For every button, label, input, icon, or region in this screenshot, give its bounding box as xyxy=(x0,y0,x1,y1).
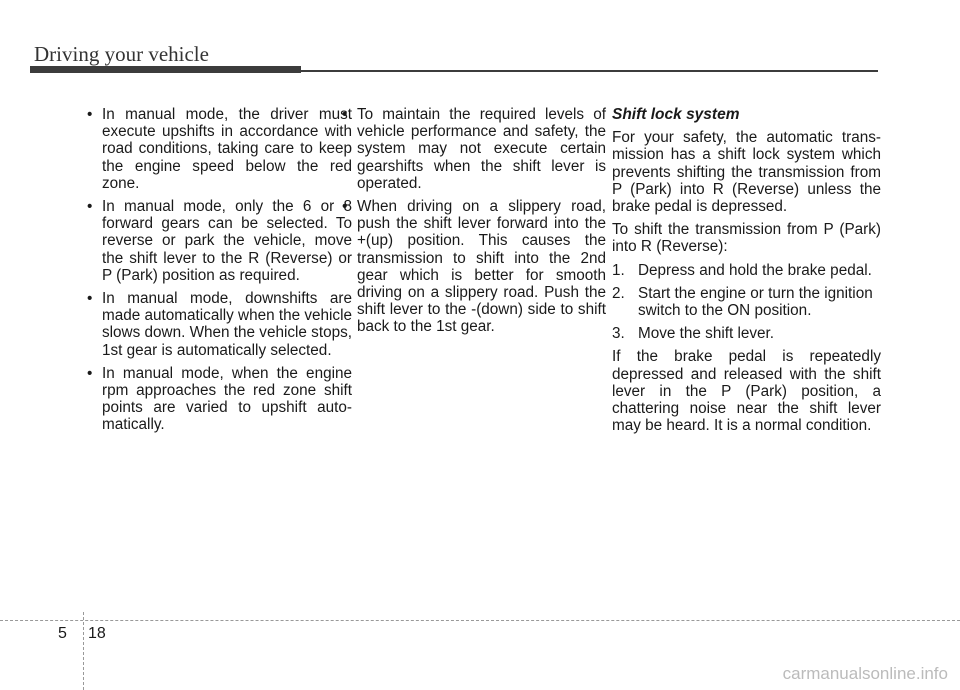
chapter-number: 5 xyxy=(58,625,67,642)
list-item: • In manual mode, only the 6 or 8 forward gears can be selected. To reverse or park the vehicle, move the shift lever to the R (Reverse) or P (Park) position as required. xyxy=(82,198,352,284)
column-right xyxy=(612,106,881,440)
step-text: Move the shift lever. xyxy=(638,325,775,343)
step-number: 3. xyxy=(612,325,625,343)
header-rule-thick xyxy=(30,66,301,73)
list-item: • In manual mode, when the engine rpm approaches the red zone shift points are varied to upshift automatically. xyxy=(82,365,352,434)
list-item xyxy=(612,262,881,279)
header-rule-thin xyxy=(301,70,878,72)
list-item: • To maintain the required levels of vehicle performance and safety, the system may not execute certain gearshifts when the shift lever is operated. xyxy=(337,106,606,192)
list-item: • In manual mode, the driver must execute upshifts in accordance with road conditions, taking care to keep the engine speed below the red zone. xyxy=(82,106,352,192)
page-number: 18 xyxy=(88,625,106,642)
shift-steps-list xyxy=(612,262,881,343)
list-item xyxy=(612,285,881,319)
step-text: Depress and hold the brake pedal. xyxy=(638,261,872,279)
column-left xyxy=(82,106,352,440)
step-number: 2. xyxy=(612,284,625,302)
step-number: 1. xyxy=(612,261,625,279)
watermark: carmanualsonline.info xyxy=(782,664,948,683)
page-header-title: Driving your vehicle xyxy=(34,42,209,66)
manual-mode-list-continued xyxy=(337,106,606,336)
list-item xyxy=(612,325,881,342)
section-title: Shift lock system xyxy=(612,106,740,123)
column-middle xyxy=(337,106,606,342)
footer-rule-vertical xyxy=(83,612,84,690)
lead-paragraph: To shift the transmission from P (Park) into R (Reverse): xyxy=(612,221,881,256)
step-text: Start the engine or turn the ignition switch to the ON position. xyxy=(638,284,873,320)
manual-mode-list xyxy=(82,106,352,434)
intro-paragraph: For your safety, the automatic transmission has a shift lock system which prevents shifting the transmission from P (Park) into R (Reverse) unless the brake pedal is depressed. xyxy=(612,129,881,216)
note-paragraph: If the brake pedal is repeatedly depressed and released with the shift lever in the P (Park) position, a chattering noise near the shift lever may be heard. It is a normal condition. xyxy=(612,348,881,435)
list-item: • When driving on a slippery road, push the shift lever forward into the +(up) position. This causes the transmission to shift into the 2nd gear which is better for smooth driving on a slippery road. Push the shift lever to the -(down) side to shift back to the 1st gear. xyxy=(337,198,606,336)
footer-rule-horizontal xyxy=(0,620,960,621)
list-item: • In manual mode, downshifts are made automatically when the vehicle slows down. When the vehicle stops, 1st gear is automatically selected. xyxy=(82,290,352,359)
